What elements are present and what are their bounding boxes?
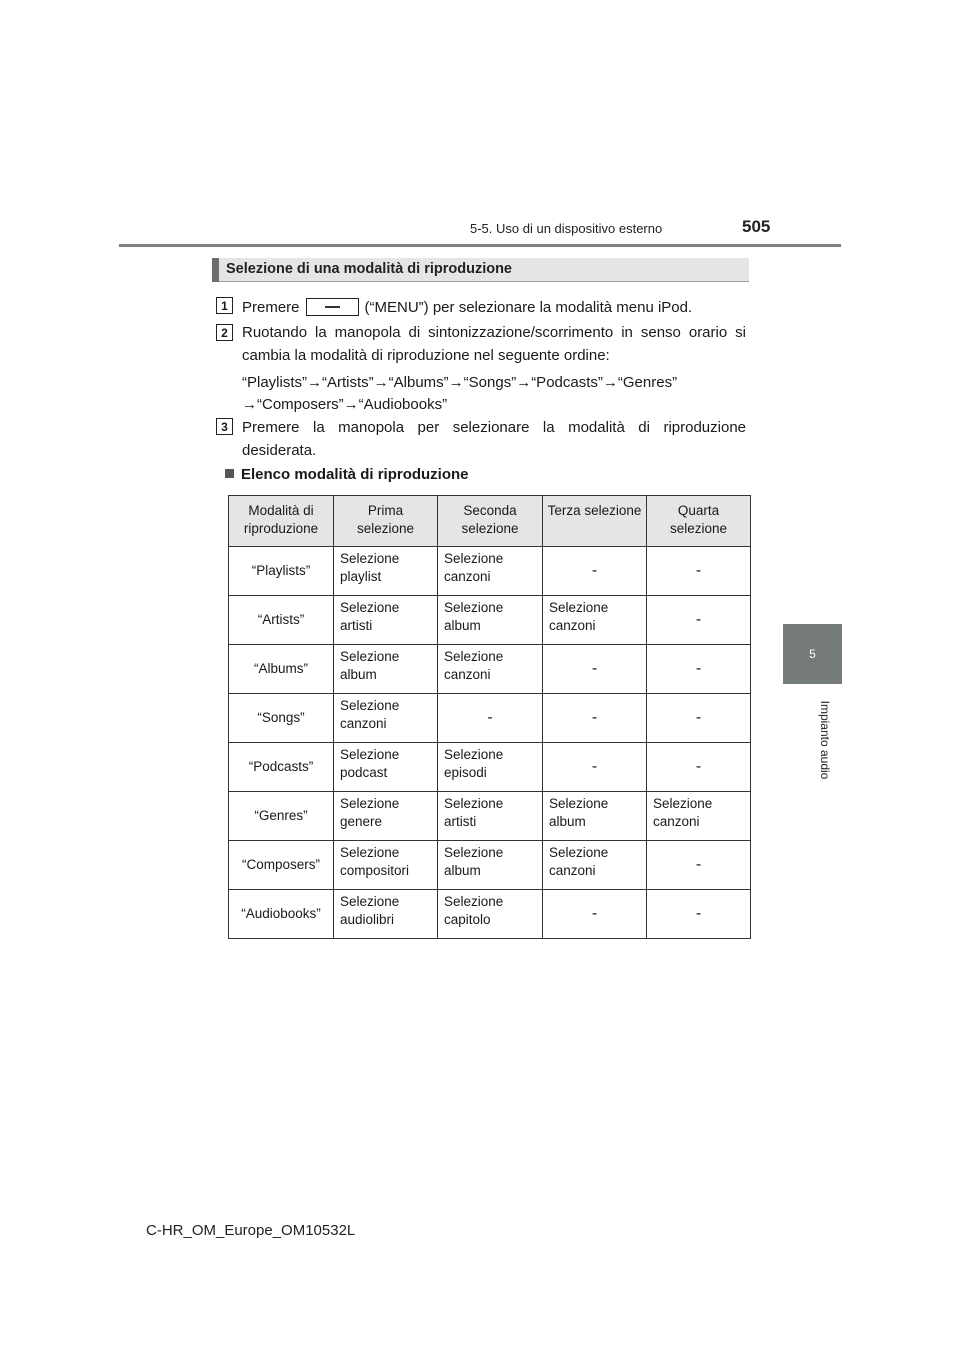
step-3-text: Premere la manopola per selezionare la modalità di riproduzione desiderata. — [242, 419, 746, 459]
table-cell: Selezione canzoni — [543, 596, 647, 645]
header-rule — [119, 244, 841, 247]
table-cell: - — [438, 694, 543, 743]
table-cell: Selezione audiolibri — [334, 890, 438, 939]
table-cell: Selezione capitolo — [438, 890, 543, 939]
table-cell: “Albums” — [229, 645, 334, 694]
table-cell: - — [647, 694, 751, 743]
table-cell: “Songs” — [229, 694, 334, 743]
table-row — [229, 547, 751, 596]
chapter-number: 5 — [809, 647, 816, 661]
table-header-cell: Terza selezione — [543, 496, 647, 547]
table-cell: Selezione artisti — [334, 596, 438, 645]
table-header-cell: Quarta selezione — [647, 496, 751, 547]
table-cell: - — [647, 841, 751, 890]
page-number: 505 — [742, 217, 771, 236]
header-section-title: 5-5. Uso di un dispositivo esterno — [470, 221, 663, 236]
table-cell: “Composers” — [229, 841, 334, 890]
table-row — [229, 694, 751, 743]
square-bullet-icon — [225, 469, 234, 478]
table-cell: Selezione album — [438, 841, 543, 890]
table-cell: “Audiobooks” — [229, 890, 334, 939]
step-number-2: 2 — [216, 324, 233, 341]
table-header-cell: Seconda selezione — [438, 496, 543, 547]
table-cell: - — [543, 743, 647, 792]
playback-mode-table — [228, 495, 751, 939]
step-1-before: Premere — [242, 299, 300, 316]
table-cell: - — [543, 547, 647, 596]
table-cell: - — [543, 890, 647, 939]
table-cell: - — [647, 890, 751, 939]
table-header-cell: Modalità di riproduzione — [229, 496, 334, 547]
step-1-text — [242, 296, 746, 319]
chapter-tab — [783, 624, 842, 684]
table-cell: “Artists” — [229, 596, 334, 645]
list-heading — [225, 466, 469, 483]
table-cell: Selezione canzoni — [438, 547, 543, 596]
table-row — [229, 841, 751, 890]
table-cell: “Genres” — [229, 792, 334, 841]
table-cell: Selezione canzoni — [438, 645, 543, 694]
table-cell: Selezione playlist — [334, 547, 438, 596]
footer-document-code: C-HR_OM_Europe_OM10532L — [146, 1222, 356, 1239]
table-cell: Selezione album — [543, 792, 647, 841]
step-2-order-line-2: →“Composers”→“Audiobooks” — [242, 396, 448, 413]
table-cell: - — [543, 694, 647, 743]
table-cell: - — [647, 547, 751, 596]
table-row — [229, 792, 751, 841]
list-heading-text: Elenco modalità di riproduzione — [241, 466, 469, 483]
step-2-order-line-1: “Playlists”→“Artists”→“Albums”→“Songs”→“Podcasts”→“Genres” — [242, 374, 678, 391]
table-row — [229, 890, 751, 939]
table-cell: Selezione episodi — [438, 743, 543, 792]
table-cell: - — [647, 596, 751, 645]
section-heading — [212, 258, 749, 282]
table-cell: Selezione album — [334, 645, 438, 694]
table-cell: Selezione canzoni — [543, 841, 647, 890]
step-number-3: 3 — [216, 418, 233, 435]
table-row — [229, 743, 751, 792]
step-1-after: (“MENU”) per selezionare la modalità menu iPod. — [364, 299, 693, 316]
menu-button-icon — [306, 298, 359, 316]
chapter-title: Impianto audio — [818, 700, 832, 780]
table-cell: Selezione artisti — [438, 792, 543, 841]
table-cell: Selezione genere — [334, 792, 438, 841]
section-heading-title: Selezione di una modalità di riproduzione — [226, 261, 512, 277]
table-cell: Selezione canzoni — [334, 694, 438, 743]
table-cell: Selezione album — [438, 596, 543, 645]
table-cell: Selezione compositori — [334, 841, 438, 890]
section-heading-bar — [212, 258, 219, 282]
step-number-1: 1 — [216, 297, 233, 314]
table-row — [229, 645, 751, 694]
table-row — [229, 596, 751, 645]
table-cell: Selezione podcast — [334, 743, 438, 792]
table-header-cell: Prima selezione — [334, 496, 438, 547]
chapter-label — [810, 690, 840, 790]
table-cell: - — [647, 743, 751, 792]
table-cell: “Playlists” — [229, 547, 334, 596]
step-2-text: Ruotando la manopola di sintonizzazione/scorrimento in senso orario si cambia la modalità di riproduzione nel seguente ordine: — [242, 324, 746, 364]
table-header-row — [229, 496, 751, 547]
table-cell: “Podcasts” — [229, 743, 334, 792]
table-cell: Selezione canzoni — [647, 792, 751, 841]
table-cell: - — [543, 645, 647, 694]
table-cell: - — [647, 645, 751, 694]
